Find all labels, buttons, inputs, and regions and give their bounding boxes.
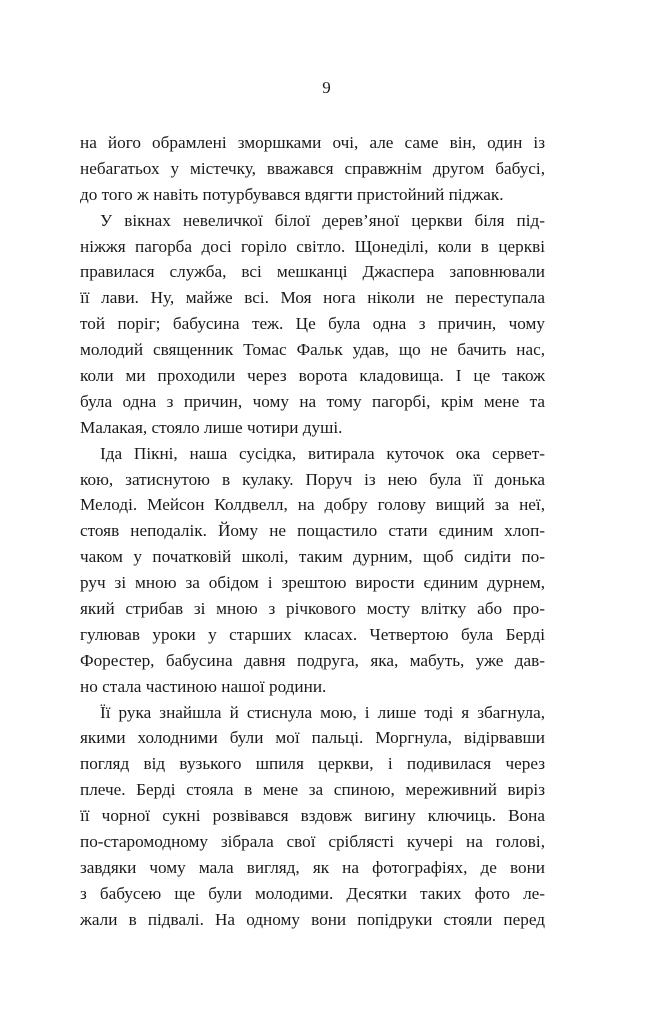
text-line: завдяки чому мала вигляд, як на фотографіях, де вони (80, 857, 545, 877)
text-line: з бабусею ще були молодими. Десятки таких фото ле- (80, 883, 545, 903)
text-line: У вікнах невеличкої білої дерев’яної церкви біля під- (100, 210, 545, 230)
text-line: стояв неподалік. Йому не пощастило стати єдиним хлоп- (80, 521, 545, 541)
text-line: Малакая, стояло лише чотири душі. (80, 417, 343, 437)
text-line: но стала частиною нашої родини. (80, 676, 327, 696)
text-line: на його обрамлені зморшками очі, але саме він, один із (80, 133, 545, 152)
page-number: 9 (322, 78, 331, 97)
text-line: гулював уроки у старших класах. Четвертою була Берді (80, 624, 545, 644)
text-line: Форестер, бабусина давня подруга, яка, мабуть, уже дав- (80, 650, 545, 670)
text-line: по-старомодному зібрала свої сріблясті кучері на голові, (80, 832, 545, 852)
text-line: ніжжя пагорба досі горіло світло. Щонеділі, коли в церкві (80, 236, 545, 256)
text-line: її чорної сукні розвівався вздовж вигину ключиць. Вона (80, 806, 545, 826)
text-line: плече. Берді стояла в мене за спиною, мереживний виріз (80, 780, 545, 800)
text-line: кою, затиснутою в кулаку. Поруч із нею була її донька (80, 469, 545, 489)
text-line: правилася служба, всі мешканці Джаспера заповнювали (80, 262, 545, 282)
text-line: який стрибав зі мною з річкового мосту влітку або про- (80, 599, 545, 619)
text-line: була одна з причин, чому на тому пагорбі, крім мене та (80, 391, 545, 411)
text-line: якими холодними були мої пальці. Моргнула, відірвавши (80, 728, 545, 748)
text-line: жали в підвалі. На одному вони попідруки стояли перед (80, 909, 545, 929)
body-text (80, 130, 545, 933)
text-line: руч зі мною за обідом і зрештою вирости єдиним дурнем, (80, 573, 545, 593)
text-line: небагатьох у містечку, вважався справжнім другом бабусі, (80, 158, 545, 178)
text-line: молодий священник Томас Фальк удав, що не бачить нас, (80, 340, 545, 360)
text-line: той поріг; бабусина теж. Це була одна з причин, чому (80, 314, 545, 334)
text-line: її лави. Ну, майже всі. Моя нога ніколи не переступала (80, 288, 545, 308)
text-line: Мелоді. Мейсон Колдвелл, на добру голову вищий за неї, (80, 495, 545, 515)
text-line: коли ми проходили через ворота кладовища. І це також (80, 366, 545, 386)
text-line: Іда Пікні, наша сусідка, витирала куточок ока сервет- (100, 443, 545, 463)
text-line: до того ж навіть потурбувався вдягти пристойний піджак. (80, 184, 504, 204)
text-line: чаком у початковій школі, таким дурним, щоб сидіти по- (80, 547, 545, 567)
text-line: погляд від вузького шпиля церкви, і подивилася через (80, 754, 545, 774)
text-line: Її рука знайшла й стиснула мою, і лише тоді я збагнула, (100, 702, 545, 722)
